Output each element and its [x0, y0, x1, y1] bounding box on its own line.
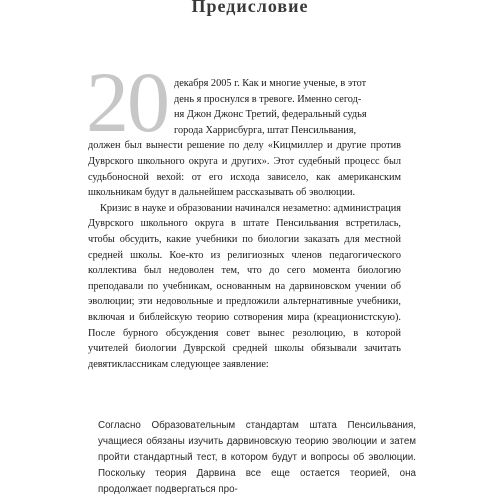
paragraph-2: Кризис в науке и образовании начинался незаметно: администрация Дуврского школьного округа в штате Пенсильвания встретилась, чтобы обсудить, какие учебники по биологии заказать для местной средней школы. Кое-кто из религиозных членов педагогического коллектива был недоволен тем, что до сего момента биологию преподавали по учебникам, основанным на дарвиновском учении об эволюции; эти недовольные и предложили альтернативные учебники, включая и библейскую теорию сотворения мира (креационистскую). После бурного обсуждения совет вынес резолюцию, в которой учителей биологии Дуврской средней школы обязывали зачитать девятиклассникам следующее заявление: [88, 202, 401, 370]
lead-line: декабря 2005 г. Как и многие ученые, в этот [174, 78, 367, 89]
lead-line: города Харрисбурга, штат Пенсильвания, [174, 124, 357, 136]
dropcap-number: 20 [86, 54, 168, 150]
paragraph-1 [88, 76, 401, 201]
paragraph-1-rest: должен был вынести решение по делу «Кицмиллер и другие против Дуврского школьного округа и других». Этот судебный процесс был судьбоносной вехой: от его исхода зависело, как американским школьникам будут в дальнейшем рассказывать об эволюции. [88, 140, 401, 199]
chapter-title: Предисловие [191, 0, 309, 16]
block-quote: Согласно Образовательным стандартам штата Пенсильвания, учащиеся обязаны изучить дарвиновскую теорию эволюции и затем пройти стандартный тест, в котором будут и вопросы об эволюции. Поскольку теория Дарвина все еще остается теорией, она продолжает подвергаться про- [98, 420, 416, 495]
lead-line: день я проснулся в тревоге. Именно сегод- [174, 93, 362, 105]
lead-line: ня Джон Джонс Третий, федеральный судья [174, 109, 367, 121]
main-text [88, 76, 401, 372]
